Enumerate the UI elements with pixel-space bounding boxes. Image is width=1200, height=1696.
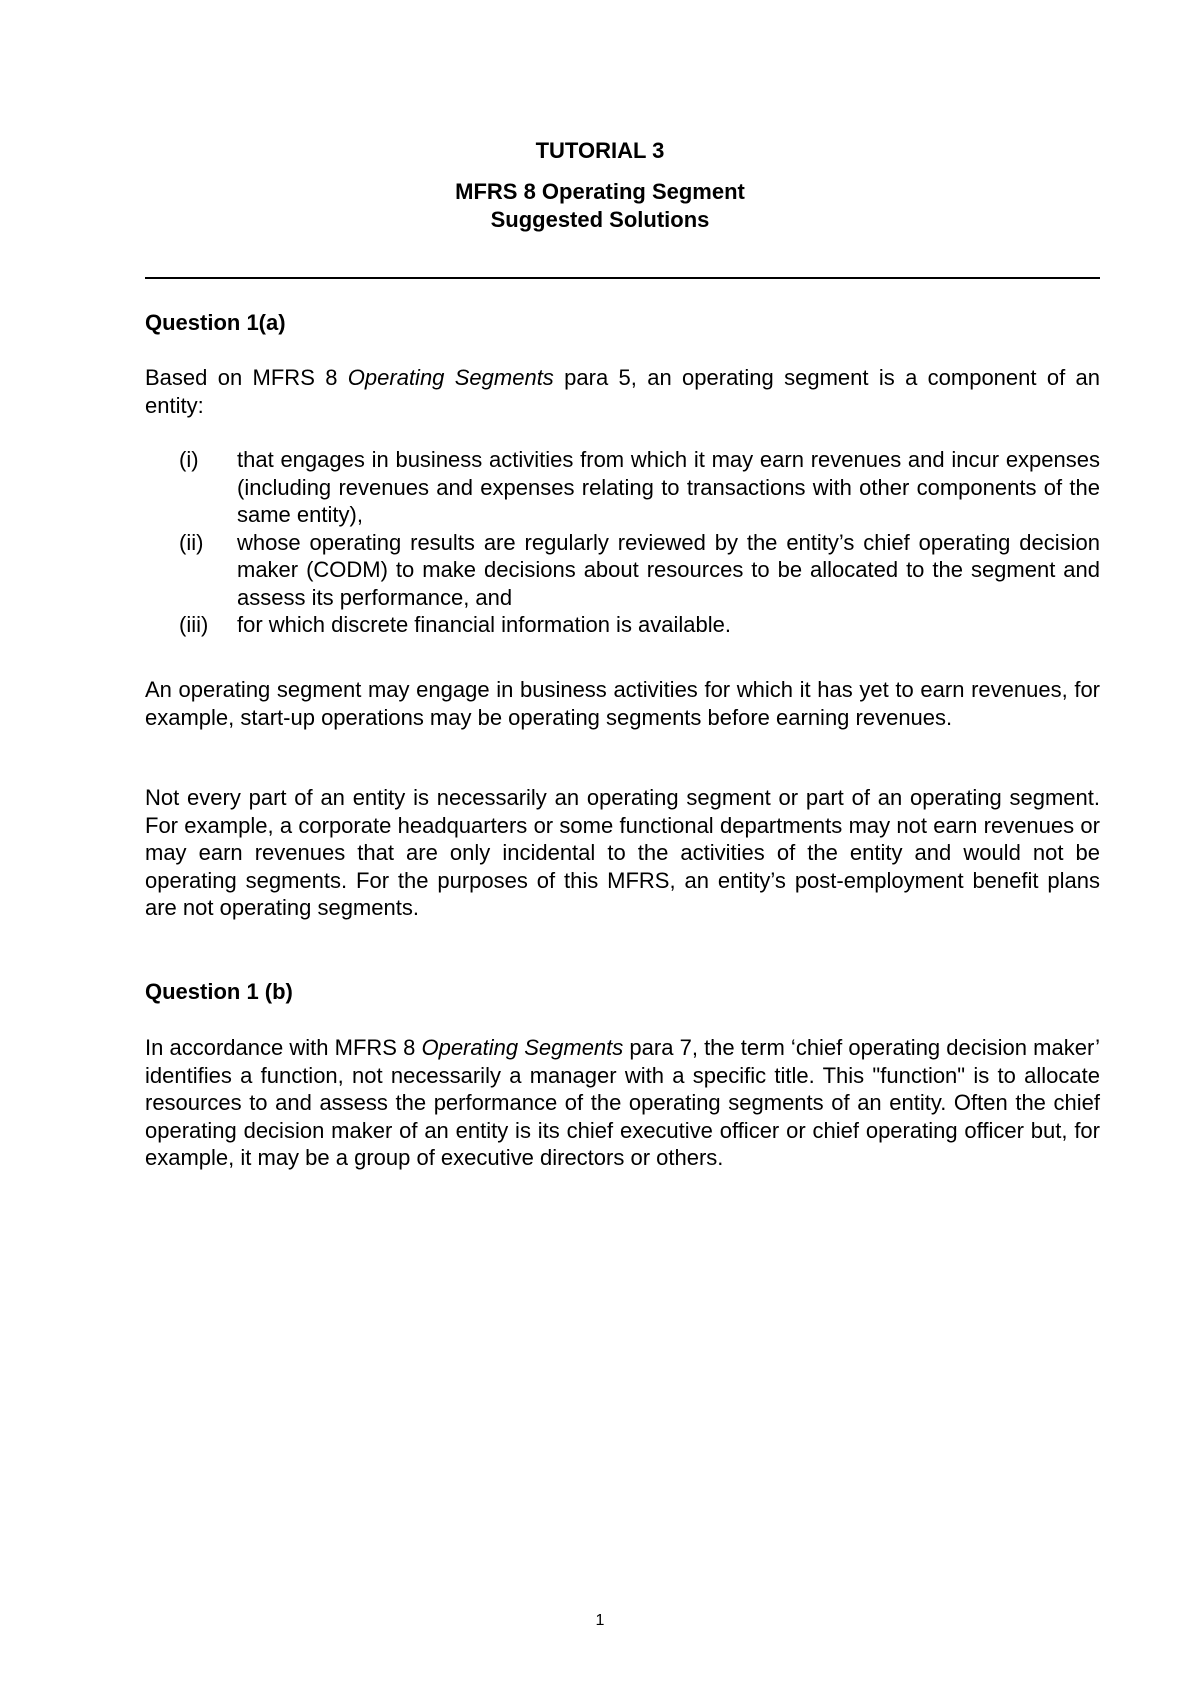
question-1a-intro-paragraph [145, 364, 1100, 419]
criteria-number: (i) [179, 447, 199, 472]
criteria-item [145, 529, 1100, 612]
criteria-item [145, 611, 1100, 639]
criteria-list [145, 446, 1100, 639]
question-1a-section [145, 309, 1100, 337]
question-1b-section [145, 978, 1100, 1006]
intro-text-before: Based on MFRS 8 [145, 365, 348, 390]
intro-text-after: para 5, an operating segment is a component of an entity: [145, 365, 1100, 418]
start-up-paragraph: An operating segment may engage in business activities for which it has yet to earn revenues, for example, start-up operations may be operating segments before earning revenues. [145, 677, 1100, 730]
question-1b-heading: Question 1 (b) [145, 979, 293, 1004]
question-1a-heading: Question 1(a) [145, 310, 286, 335]
page-number: 1 [595, 1612, 605, 1629]
criteria-number: (ii) [179, 529, 204, 555]
question-1a-paragraph-2 [145, 676, 1100, 731]
intro-standard-name: Operating Segments [347, 365, 554, 390]
codm-text-after: para 7, the term ‘chief operating decision maker’ identifies a function, not necessarily a manager with a specific title. This "function" is to allocate resources to and assess the performance of the operating segments of an entity. Often the chief operating decision maker of an entity is its chief executive officer or chief operating officer but, for example, it may be a group of executive directors or others. [145, 1035, 1100, 1170]
question-1a-paragraph-3 [145, 784, 1100, 922]
codm-text-before: In accordance with MFRS 8 [145, 1035, 422, 1060]
criteria-text: whose operating results are regularly reviewed by the entity’s chief operating decision maker (CODM) to make decisions about resources to be allocated to the segment and assess its performance, and [237, 529, 1100, 610]
criteria-text: that engages in business activities from which it may earn revenues and incur expenses (including revenues and expenses relating to transactions with other components of the same entity), [237, 447, 1100, 527]
criteria-number: (iii) [179, 612, 209, 637]
question-1b-body [145, 1034, 1100, 1172]
not-every-part-paragraph: Not every part of an entity is necessarily an operating segment or part of an operating segment. For example, a corporate headquarters or some functional departments may not earn revenues or may earn revenues that are only incidental to the activities of the entity and would not be operating segments. For the purposes of this MFRS, an entity’s post-employment benefit plans are not operating segments. [145, 785, 1100, 920]
criteria-item [145, 446, 1100, 529]
document-title: TUTORIAL 3 [535, 138, 665, 163]
title-block [0, 137, 1200, 234]
codm-standard-name: Operating Segments [421, 1035, 624, 1060]
horizontal-divider [145, 277, 1100, 279]
criteria-list-wrapper [145, 446, 1100, 639]
criteria-text: for which discrete financial information is available. [237, 612, 732, 637]
document-subtitle-2: Suggested Solutions [490, 207, 710, 232]
question-1a-intro [145, 364, 1100, 419]
document-subtitle: MFRS 8 Operating Segment [455, 179, 745, 204]
codm-paragraph [145, 1034, 1100, 1172]
